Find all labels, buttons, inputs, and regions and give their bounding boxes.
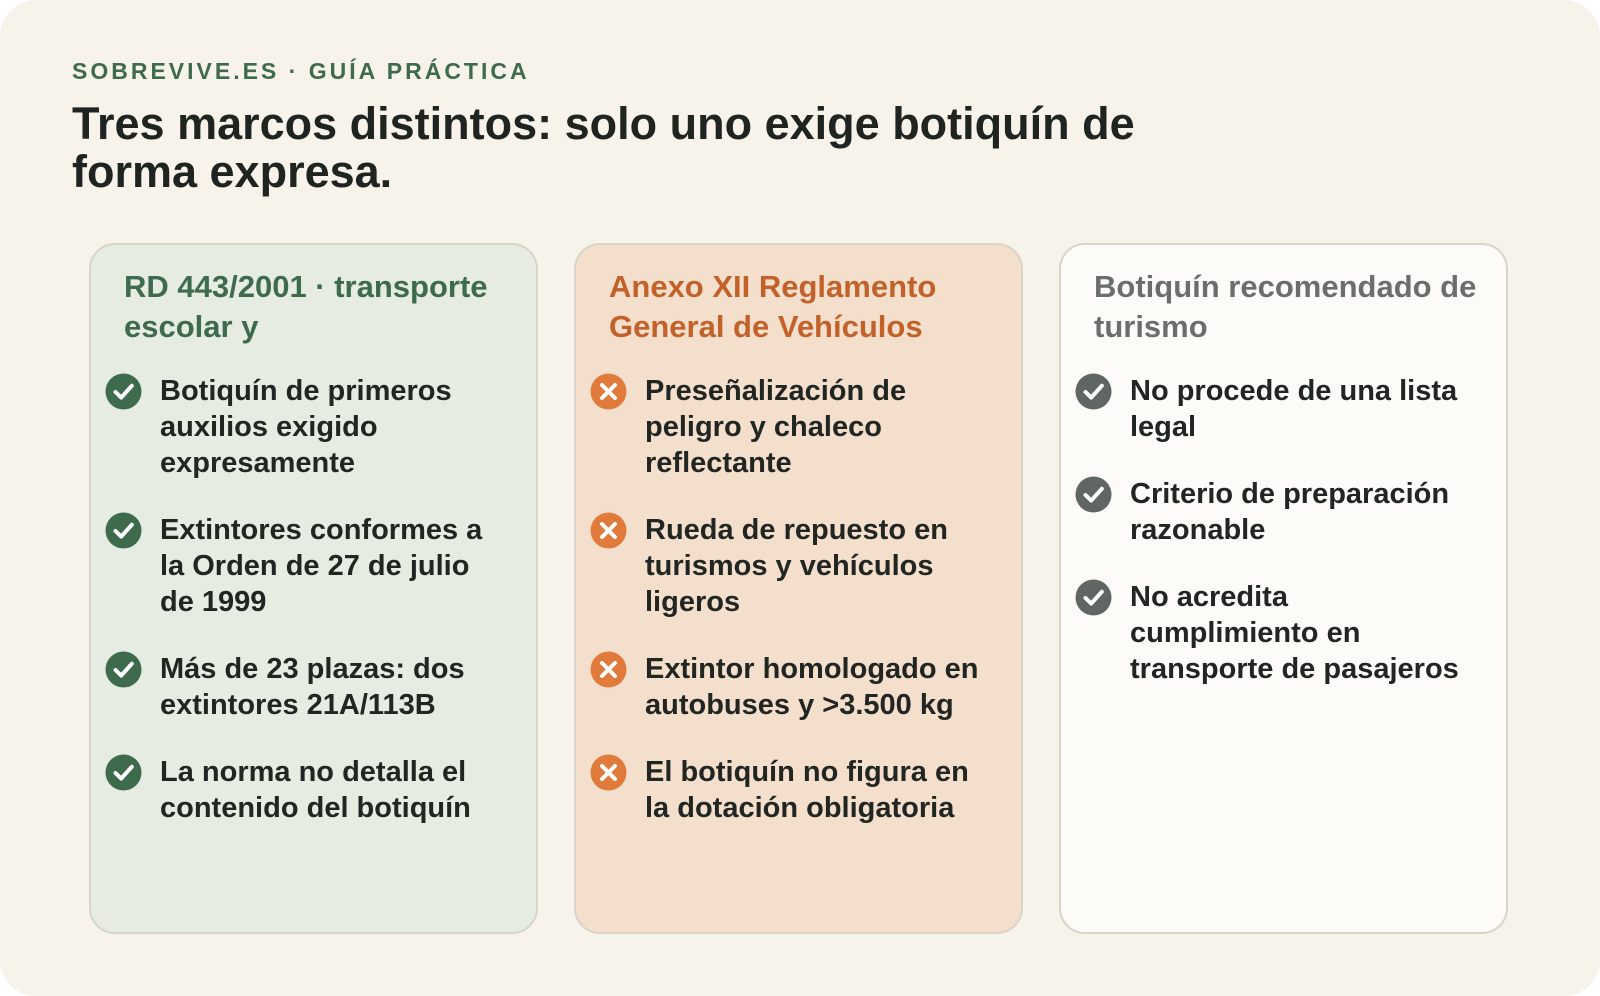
card-rd-443-2001	[89, 243, 538, 934]
x-circle-icon	[590, 512, 627, 549]
check-circle-icon	[105, 651, 142, 688]
card-title: Anexo XII Reglamento General de Vehículos	[609, 269, 937, 344]
list-item	[105, 651, 525, 723]
list-item-text: La norma no detalla el contenido del botiquín	[160, 756, 471, 824]
requirement-list	[105, 373, 525, 857]
card-title: RD 443/2001 · transporte escolar y	[124, 269, 488, 344]
check-circle-icon	[1075, 579, 1112, 616]
eyebrow-label: SOBREVIVE.ES · GUÍA PRÁCTICA	[72, 58, 530, 84]
list-item-text: No procede de una lista legal	[1130, 375, 1458, 443]
list-item-text: Preseñalización de peligro y chaleco reflectante	[645, 375, 907, 479]
card-botiquin-recomendado	[1059, 243, 1508, 934]
card-title: Botiquín recomendado de turismo	[1094, 269, 1477, 344]
x-circle-icon	[590, 373, 627, 410]
list-item	[590, 512, 1010, 620]
list-item	[105, 754, 525, 826]
list-item-text: El botiquín no figura en la dotación obligatoria	[645, 756, 969, 824]
list-item	[105, 512, 525, 620]
list-item-text: Extintores conformes a la Orden de 27 de julio de 1999	[160, 514, 483, 618]
check-circle-icon	[105, 754, 142, 791]
requirement-list	[1075, 373, 1495, 718]
list-item	[1075, 476, 1495, 548]
x-circle-icon	[590, 651, 627, 688]
list-item-text: Rueda de repuesto en turismos y vehículos ligeros	[645, 514, 948, 618]
card-anexo-xii	[574, 243, 1023, 934]
list-item-text: Extintor homologado en autobuses y >3.500 kg	[645, 653, 979, 721]
list-item	[105, 373, 525, 481]
list-item	[1075, 579, 1495, 687]
list-item	[590, 373, 1010, 481]
check-circle-icon	[105, 373, 142, 410]
list-item-text: Botiquín de primeros auxilios exigido expresamente	[160, 375, 452, 479]
list-item	[1075, 373, 1495, 445]
page-title: Tres marcos distintos: solo uno exige botiquín de forma expresa.	[72, 98, 1135, 197]
list-item-text: Más de 23 plazas: dos extintores 21A/113B	[160, 653, 465, 721]
list-item-text: No acredita cumplimiento en transporte de pasajeros	[1130, 581, 1459, 685]
x-circle-icon	[590, 754, 627, 791]
list-item	[590, 754, 1010, 826]
requirement-list	[590, 373, 1010, 857]
check-circle-icon	[1075, 476, 1112, 513]
list-item	[590, 651, 1010, 723]
check-circle-icon	[1075, 373, 1112, 410]
list-item-text: Criterio de preparación razonable	[1130, 478, 1450, 546]
check-circle-icon	[105, 512, 142, 549]
